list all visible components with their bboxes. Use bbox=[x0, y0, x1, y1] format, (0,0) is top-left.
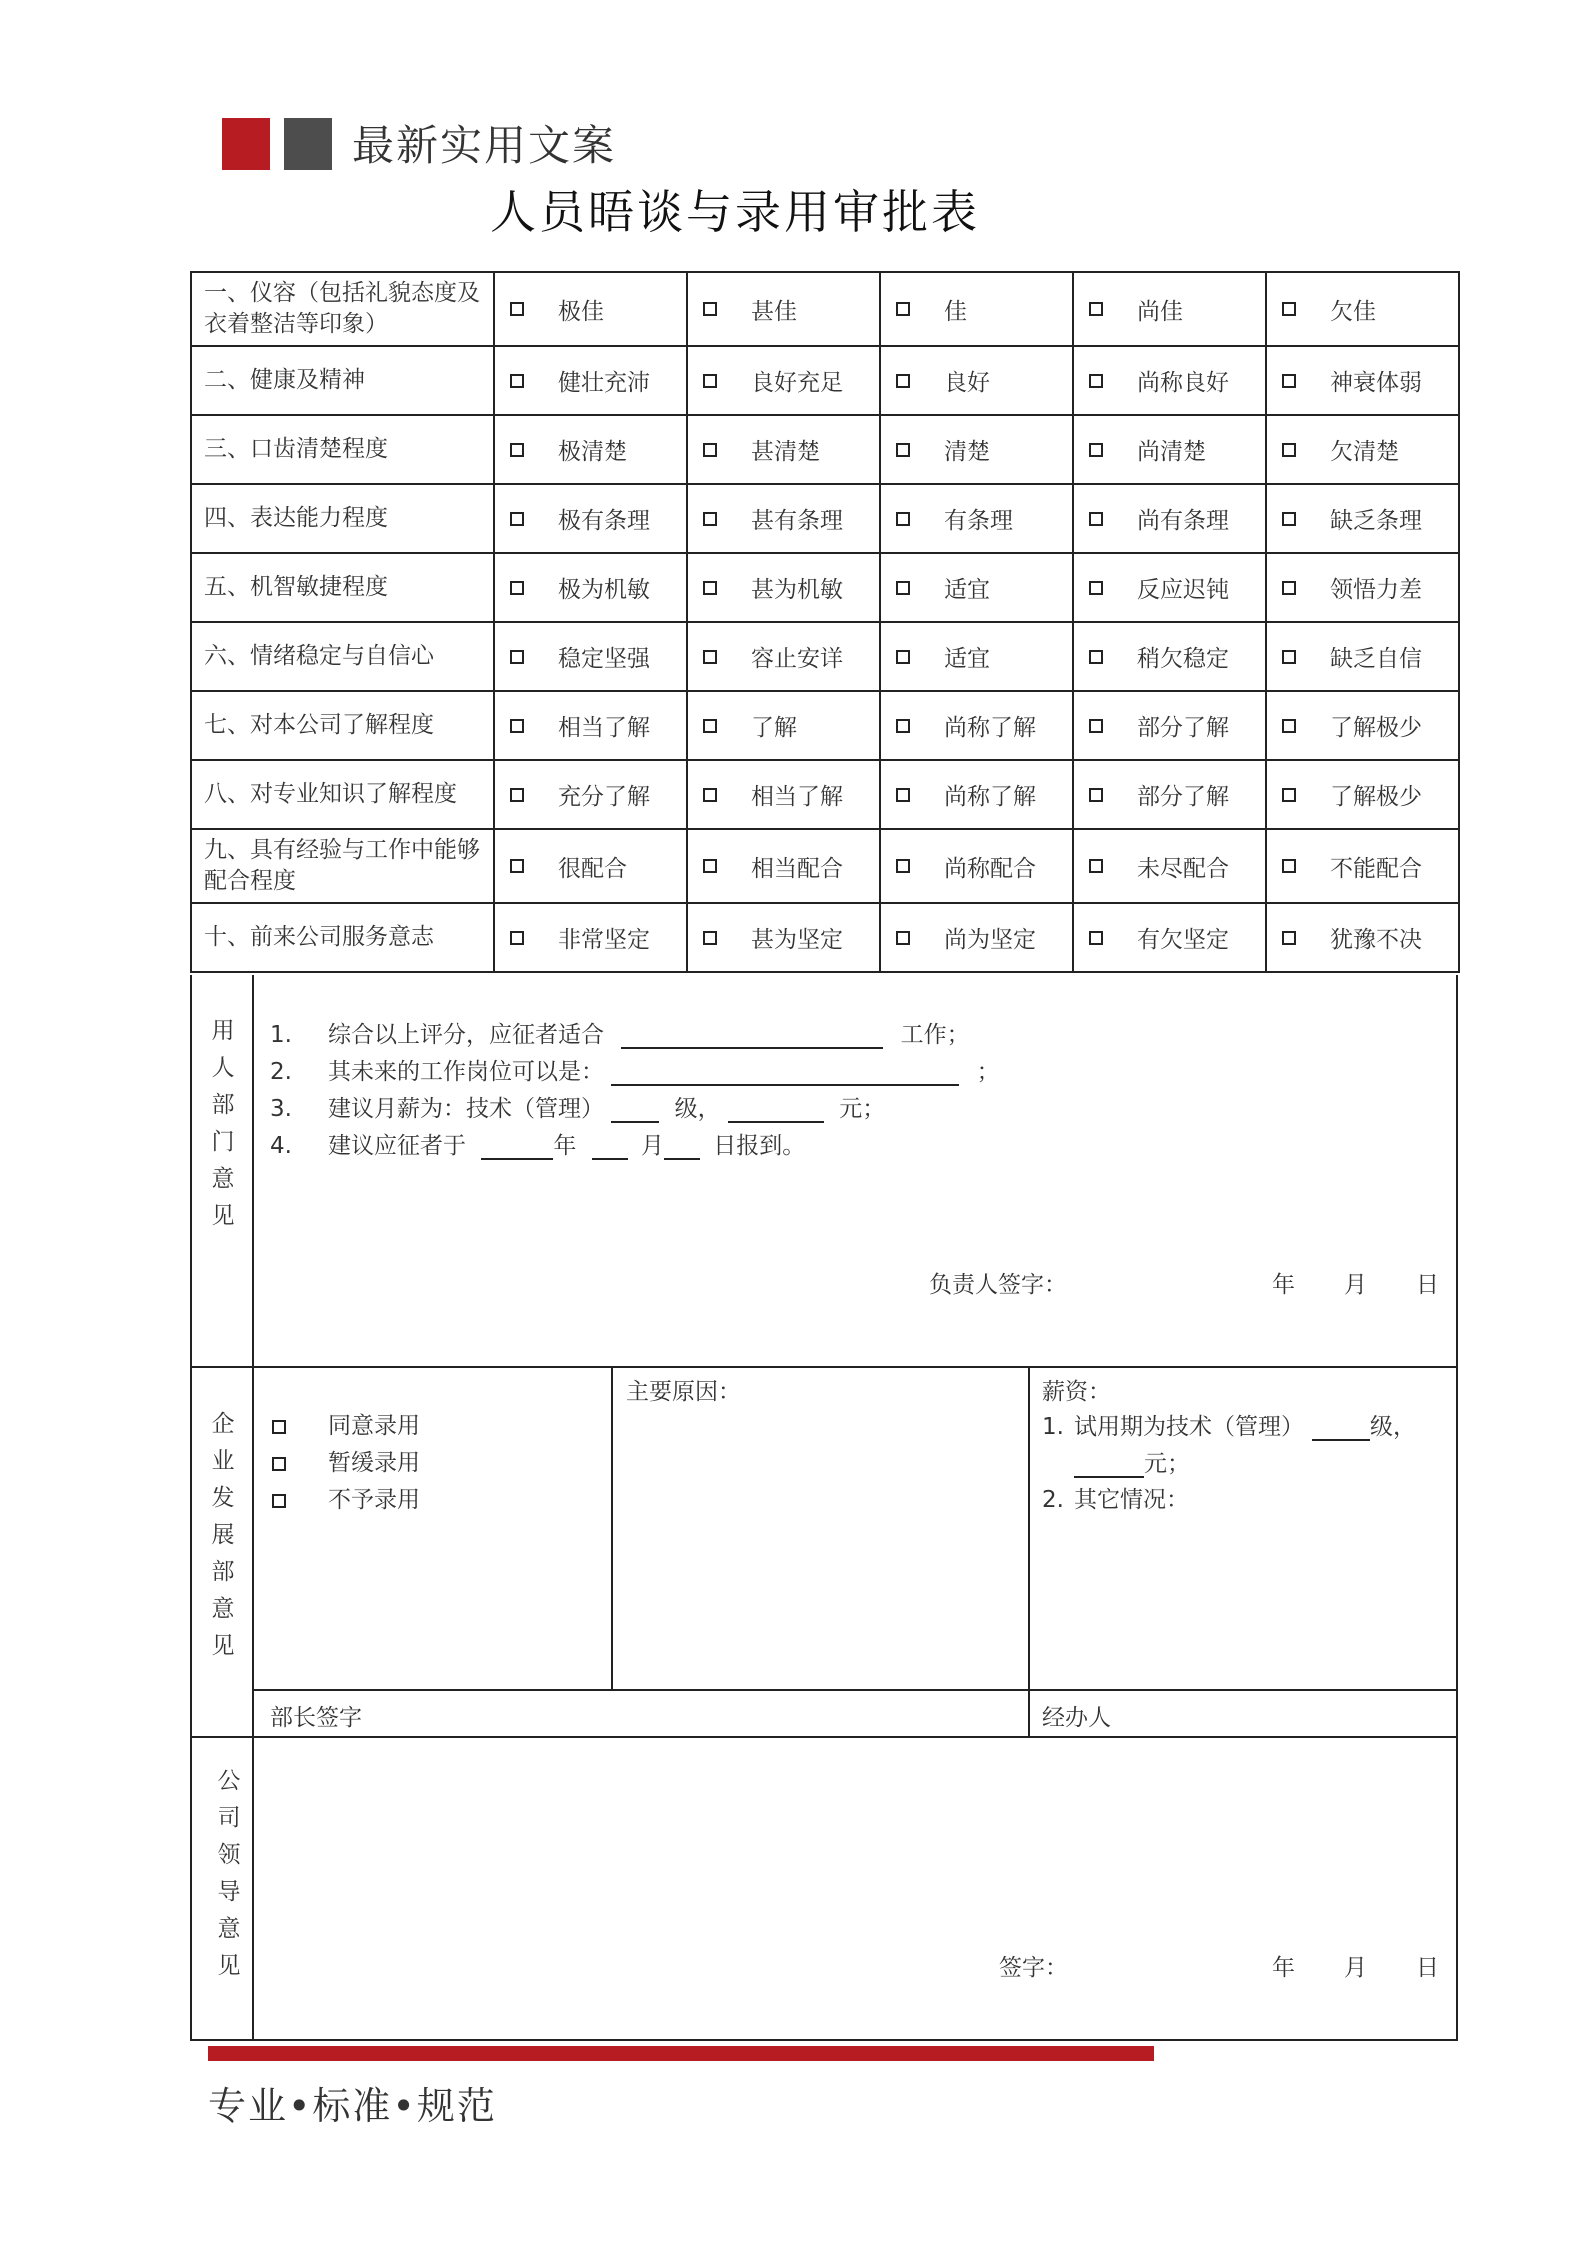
eval-option-label: 极有条理 bbox=[558, 508, 650, 534]
eval-option-cell[interactable] bbox=[494, 553, 687, 622]
eval-option-cell[interactable] bbox=[1266, 829, 1459, 903]
checkbox[interactable] bbox=[1089, 931, 1103, 945]
checkbox[interactable] bbox=[1089, 788, 1103, 802]
eval-option-cell[interactable] bbox=[494, 415, 687, 484]
eval-option-cell[interactable] bbox=[1073, 691, 1266, 760]
eval-option-label: 极清楚 bbox=[558, 439, 627, 465]
eval-option-cell[interactable] bbox=[687, 484, 880, 553]
eval-option-label: 适宜 bbox=[944, 646, 990, 672]
logo-gray-square bbox=[284, 118, 332, 170]
leader-sign-label: 签字： bbox=[999, 1955, 1068, 1981]
checkbox[interactable] bbox=[703, 788, 717, 802]
checkbox[interactable] bbox=[510, 719, 524, 733]
checkbox[interactable] bbox=[1089, 719, 1103, 733]
dept-label-char: 用 bbox=[211, 1018, 235, 1044]
eval-option-cell[interactable] bbox=[1073, 760, 1266, 829]
salary-field[interactable] bbox=[728, 1097, 824, 1123]
eval-category: 八、对专业知识了解程度 bbox=[191, 760, 494, 829]
dept-label-char: 部 bbox=[211, 1092, 235, 1118]
eval-option-cell[interactable] bbox=[1073, 272, 1266, 346]
checkbox[interactable] bbox=[272, 1494, 286, 1508]
eval-option-label: 甚为坚定 bbox=[751, 927, 843, 953]
checkbox[interactable] bbox=[1089, 512, 1103, 526]
eval-option-cell[interactable] bbox=[687, 415, 880, 484]
eval-option-cell[interactable] bbox=[687, 829, 880, 903]
eval-option-cell[interactable] bbox=[687, 622, 880, 691]
dept-label-char: 门 bbox=[211, 1129, 235, 1155]
checkbox[interactable] bbox=[896, 374, 910, 388]
choice-reject[interactable]: 不予录用 bbox=[272, 1481, 420, 1514]
eval-option-label: 缺乏条理 bbox=[1330, 508, 1422, 534]
eval-option-cell[interactable] bbox=[494, 346, 687, 415]
leader-label-char: 司 bbox=[217, 1805, 241, 1831]
salary-item-2: 2. 其它情况： bbox=[1042, 1487, 1189, 1513]
eval-option-label: 容止安详 bbox=[751, 646, 843, 672]
logo-red-square bbox=[222, 118, 270, 170]
eval-option-cell[interactable] bbox=[494, 484, 687, 553]
checkbox[interactable] bbox=[703, 302, 717, 316]
eval-option-label: 犹豫不决 bbox=[1330, 927, 1422, 953]
eval-option-label: 非常坚定 bbox=[558, 927, 650, 953]
checkbox[interactable] bbox=[510, 859, 524, 873]
eval-option-label: 健壮充沛 bbox=[558, 370, 650, 396]
evaluation-table bbox=[190, 271, 1460, 973]
eval-row bbox=[191, 415, 1459, 484]
handler-label: 经办人 bbox=[1042, 1705, 1111, 1731]
eval-option-cell[interactable] bbox=[1266, 622, 1459, 691]
eval-category: 六、情绪稳定与自信心 bbox=[191, 622, 494, 691]
dept-sign-year: 年 bbox=[1272, 1272, 1295, 1298]
checkbox[interactable] bbox=[896, 931, 910, 945]
eval-category: 一、仪容（包括礼貌态度及衣着整洁等印象） bbox=[191, 272, 494, 346]
checkbox[interactable] bbox=[510, 374, 524, 388]
eval-option-label: 缺乏自信 bbox=[1330, 646, 1422, 672]
eval-option-cell[interactable] bbox=[1266, 760, 1459, 829]
dept-sign-month: 月 bbox=[1344, 1272, 1367, 1298]
eval-option-cell[interactable] bbox=[1073, 622, 1266, 691]
salary-item-1: 1. 试用期为技术（管理） 级， bbox=[1042, 1414, 1416, 1440]
checkbox[interactable] bbox=[896, 302, 910, 316]
eval-option-label: 极为机敏 bbox=[558, 577, 650, 603]
checkbox[interactable] bbox=[896, 719, 910, 733]
checkbox[interactable] bbox=[1089, 302, 1103, 316]
salary-label: 薪资： bbox=[1042, 1379, 1111, 1405]
checkbox[interactable] bbox=[896, 859, 910, 873]
eval-option-cell[interactable] bbox=[880, 272, 1073, 346]
eval-option-label: 稳定坚强 bbox=[558, 646, 650, 672]
eval-row bbox=[191, 691, 1459, 760]
eval-option-label: 佳 bbox=[944, 298, 967, 325]
checkbox[interactable] bbox=[1282, 650, 1296, 664]
dev-label-char: 意 bbox=[211, 1596, 235, 1622]
divider bbox=[611, 1368, 613, 1689]
dept-item-1: 1. 综合以上评分，应征者适合 工作； bbox=[270, 1022, 970, 1048]
checkbox[interactable] bbox=[272, 1457, 286, 1471]
choice-approve[interactable]: 同意录用 bbox=[272, 1407, 420, 1440]
eval-option-label: 欠佳 bbox=[1330, 298, 1376, 325]
checkbox[interactable] bbox=[1089, 374, 1103, 388]
eval-option-label: 有条理 bbox=[944, 508, 1013, 534]
eval-category: 三、口齿清楚程度 bbox=[191, 415, 494, 484]
eval-option-label: 未尽配合 bbox=[1137, 855, 1229, 882]
checkbox[interactable] bbox=[510, 650, 524, 664]
footer-bar bbox=[208, 2046, 1154, 2061]
eval-option-label: 尚称良好 bbox=[1137, 370, 1229, 396]
leader-label-char: 领 bbox=[217, 1842, 241, 1868]
eval-option-cell[interactable] bbox=[1073, 903, 1266, 972]
checkbox[interactable] bbox=[703, 650, 717, 664]
eval-option-label: 尚有条理 bbox=[1137, 508, 1229, 534]
dept-opinion-section bbox=[190, 975, 1458, 1368]
eval-option-cell[interactable] bbox=[494, 622, 687, 691]
dev-label-char: 业 bbox=[211, 1448, 235, 1474]
checkbox[interactable] bbox=[1282, 788, 1296, 802]
eval-option-cell[interactable] bbox=[494, 829, 687, 903]
eval-option-label: 尚称配合 bbox=[944, 855, 1036, 882]
checkbox[interactable] bbox=[896, 581, 910, 595]
dept-sign-label: 负责人签字： bbox=[929, 1272, 1067, 1298]
page-title: 人员晤谈与录用审批表 bbox=[490, 185, 980, 239]
eval-option-cell[interactable] bbox=[880, 553, 1073, 622]
eval-option-cell[interactable] bbox=[494, 903, 687, 972]
eval-option-cell[interactable] bbox=[1266, 691, 1459, 760]
dev-label-char: 展 bbox=[211, 1522, 235, 1548]
checkbox[interactable] bbox=[703, 581, 717, 595]
eval-option-label: 甚清楚 bbox=[751, 439, 820, 465]
day-field[interactable] bbox=[664, 1134, 700, 1160]
eval-option-cell[interactable] bbox=[1266, 484, 1459, 553]
eval-option-cell[interactable] bbox=[1266, 903, 1459, 972]
position-field[interactable] bbox=[611, 1060, 959, 1086]
eval-option-label: 欠清楚 bbox=[1330, 439, 1399, 465]
eval-row bbox=[191, 829, 1459, 903]
eval-row bbox=[191, 622, 1459, 691]
eval-option-label: 相当了解 bbox=[751, 784, 843, 810]
checkbox[interactable] bbox=[896, 443, 910, 457]
checkbox[interactable] bbox=[1089, 581, 1103, 595]
dept-item-2: 2. 其未来的工作岗位可以是： ； bbox=[270, 1059, 1000, 1085]
eval-option-label: 很配合 bbox=[558, 855, 627, 882]
eval-option-cell[interactable] bbox=[1266, 272, 1459, 346]
checkbox[interactable] bbox=[1282, 443, 1296, 457]
eval-row bbox=[191, 903, 1459, 972]
checkbox[interactable] bbox=[703, 443, 717, 457]
checkbox[interactable] bbox=[1089, 650, 1103, 664]
eval-row bbox=[191, 553, 1459, 622]
job-field[interactable] bbox=[621, 1023, 883, 1049]
minister-sign-label: 部长签字 bbox=[270, 1705, 362, 1731]
eval-category: 四、表达能力程度 bbox=[191, 484, 494, 553]
divider bbox=[1028, 1368, 1030, 1736]
eval-row bbox=[191, 484, 1459, 553]
eval-option-label: 甚为机敏 bbox=[751, 577, 843, 603]
eval-option-label: 相当了解 bbox=[558, 715, 650, 741]
eval-option-cell[interactable] bbox=[1073, 829, 1266, 903]
eval-option-cell[interactable] bbox=[880, 829, 1073, 903]
checkbox[interactable] bbox=[703, 719, 717, 733]
dept-sign-day: 日 bbox=[1416, 1272, 1439, 1298]
eval-option-cell[interactable] bbox=[880, 903, 1073, 972]
eval-option-label: 尚为坚定 bbox=[944, 927, 1036, 953]
eval-option-cell[interactable] bbox=[687, 272, 880, 346]
eval-category: 九、具有经验与工作中能够配合程度 bbox=[191, 829, 494, 903]
checkbox[interactable] bbox=[1282, 512, 1296, 526]
eval-row bbox=[191, 346, 1459, 415]
dev-label-char: 企 bbox=[211, 1411, 235, 1437]
eval-category: 二、健康及精神 bbox=[191, 346, 494, 415]
divider bbox=[254, 1689, 1458, 1691]
eval-option-label: 了解极少 bbox=[1330, 715, 1422, 741]
eval-option-cell[interactable] bbox=[1073, 553, 1266, 622]
checkbox[interactable] bbox=[1282, 859, 1296, 873]
checkbox[interactable] bbox=[1089, 859, 1103, 873]
eval-category: 五、机智敏捷程度 bbox=[191, 553, 494, 622]
eval-option-label: 尚清楚 bbox=[1137, 439, 1206, 465]
eval-option-label: 领悟力差 bbox=[1330, 577, 1422, 603]
eval-option-label: 有欠坚定 bbox=[1137, 927, 1229, 953]
checkbox[interactable] bbox=[510, 443, 524, 457]
checkbox[interactable] bbox=[510, 302, 524, 316]
checkbox[interactable] bbox=[896, 650, 910, 664]
eval-option-label: 甚佳 bbox=[751, 298, 797, 325]
eval-row bbox=[191, 272, 1459, 346]
eval-row bbox=[191, 760, 1459, 829]
dev-label-char: 部 bbox=[211, 1559, 235, 1585]
dev-opinion-section bbox=[190, 1368, 1458, 1738]
eval-option-label: 甚有条理 bbox=[751, 508, 843, 534]
eval-option-cell[interactable] bbox=[687, 553, 880, 622]
eval-option-label: 稍欠稳定 bbox=[1137, 646, 1229, 672]
leader-label-char: 公 bbox=[217, 1768, 241, 1794]
checkbox[interactable] bbox=[1282, 302, 1296, 316]
eval-option-cell[interactable] bbox=[880, 415, 1073, 484]
leader-sign-year: 年 bbox=[1272, 1955, 1295, 1981]
dept-label-char: 见 bbox=[211, 1203, 235, 1229]
salary-item-1-cont: 元； bbox=[1074, 1445, 1190, 1478]
checkbox[interactable] bbox=[1089, 443, 1103, 457]
eval-option-label: 了解极少 bbox=[1330, 784, 1422, 810]
checkbox[interactable] bbox=[703, 374, 717, 388]
dev-label-char: 见 bbox=[211, 1633, 235, 1659]
year-field[interactable] bbox=[481, 1134, 553, 1160]
eval-option-cell[interactable] bbox=[494, 272, 687, 346]
leader-label-char: 见 bbox=[217, 1953, 241, 1979]
checkbox[interactable] bbox=[896, 788, 910, 802]
dept-label-char: 意 bbox=[211, 1166, 235, 1192]
checkbox[interactable] bbox=[510, 512, 524, 526]
brand-logo bbox=[222, 118, 346, 170]
eval-option-cell[interactable] bbox=[880, 484, 1073, 553]
dept-item-3: 3. 建议月薪为：技术（管理） 级， 元； bbox=[270, 1096, 886, 1122]
eval-option-cell[interactable] bbox=[880, 346, 1073, 415]
eval-option-label: 部分了解 bbox=[1137, 784, 1229, 810]
checkbox[interactable] bbox=[1282, 931, 1296, 945]
eval-option-cell[interactable] bbox=[1073, 346, 1266, 415]
eval-option-cell[interactable] bbox=[1266, 553, 1459, 622]
eval-option-cell[interactable] bbox=[1073, 484, 1266, 553]
leader-opinion-section bbox=[190, 1738, 1458, 2041]
eval-option-label: 尚称了解 bbox=[944, 784, 1036, 810]
eval-option-label: 部分了解 bbox=[1137, 715, 1229, 741]
eval-option-label: 反应迟钝 bbox=[1137, 577, 1229, 603]
checkbox[interactable] bbox=[510, 788, 524, 802]
eval-option-label: 清楚 bbox=[944, 439, 990, 465]
dept-item-4: 4. 建议应征者于 年 月 日报到。 bbox=[270, 1133, 806, 1159]
brand-text: 最新实用文案 bbox=[352, 121, 617, 170]
checkbox[interactable] bbox=[1282, 719, 1296, 733]
footer-slogan: 专业•标准•规范 bbox=[208, 2084, 497, 2128]
checkbox[interactable] bbox=[272, 1420, 286, 1434]
checkbox[interactable] bbox=[703, 859, 717, 873]
leader-label-char: 导 bbox=[217, 1879, 241, 1905]
eval-option-cell[interactable] bbox=[1266, 346, 1459, 415]
grade-field[interactable] bbox=[611, 1097, 659, 1123]
eval-option-cell[interactable] bbox=[880, 760, 1073, 829]
probation-salary-field[interactable] bbox=[1074, 1452, 1144, 1478]
eval-option-label: 尚佳 bbox=[1137, 298, 1183, 325]
checkbox[interactable] bbox=[510, 581, 524, 595]
eval-option-cell[interactable] bbox=[494, 691, 687, 760]
checkbox[interactable] bbox=[510, 931, 524, 945]
leader-sign-month: 月 bbox=[1344, 1955, 1367, 1981]
eval-option-cell[interactable] bbox=[880, 691, 1073, 760]
eval-option-label: 良好充足 bbox=[751, 370, 843, 396]
eval-option-cell[interactable] bbox=[1073, 415, 1266, 484]
eval-option-label: 神衰体弱 bbox=[1330, 370, 1422, 396]
checkbox[interactable] bbox=[896, 512, 910, 526]
leader-sign-day: 日 bbox=[1416, 1955, 1439, 1981]
eval-option-label: 适宜 bbox=[944, 577, 990, 603]
checkbox[interactable] bbox=[1282, 581, 1296, 595]
eval-category: 十、前来公司服务意志 bbox=[191, 903, 494, 972]
eval-option-cell[interactable] bbox=[687, 760, 880, 829]
eval-option-label: 相当配合 bbox=[751, 855, 843, 882]
eval-option-label: 尚称了解 bbox=[944, 715, 1036, 741]
eval-option-cell[interactable] bbox=[494, 760, 687, 829]
checkbox[interactable] bbox=[703, 512, 717, 526]
eval-category: 七、对本公司了解程度 bbox=[191, 691, 494, 760]
eval-option-cell[interactable] bbox=[687, 346, 880, 415]
dev-label-char: 发 bbox=[211, 1485, 235, 1511]
eval-option-label: 极佳 bbox=[558, 298, 604, 325]
eval-option-cell[interactable] bbox=[880, 622, 1073, 691]
checkbox[interactable] bbox=[1282, 374, 1296, 388]
probation-grade-field[interactable] bbox=[1312, 1415, 1370, 1441]
checkbox[interactable] bbox=[703, 931, 717, 945]
reason-label: 主要原因： bbox=[626, 1379, 741, 1405]
dept-label-char: 人 bbox=[211, 1055, 235, 1081]
eval-option-label: 了解 bbox=[751, 715, 797, 741]
choice-defer[interactable]: 暂缓录用 bbox=[272, 1444, 420, 1477]
eval-option-label: 不能配合 bbox=[1330, 855, 1422, 882]
eval-option-cell[interactable] bbox=[1266, 415, 1459, 484]
eval-option-label: 良好 bbox=[944, 370, 990, 396]
leader-label-char: 意 bbox=[217, 1916, 241, 1942]
eval-option-cell[interactable] bbox=[687, 691, 880, 760]
eval-option-cell[interactable] bbox=[687, 903, 880, 972]
month-field[interactable] bbox=[592, 1134, 628, 1160]
eval-option-label: 充分了解 bbox=[558, 784, 650, 810]
